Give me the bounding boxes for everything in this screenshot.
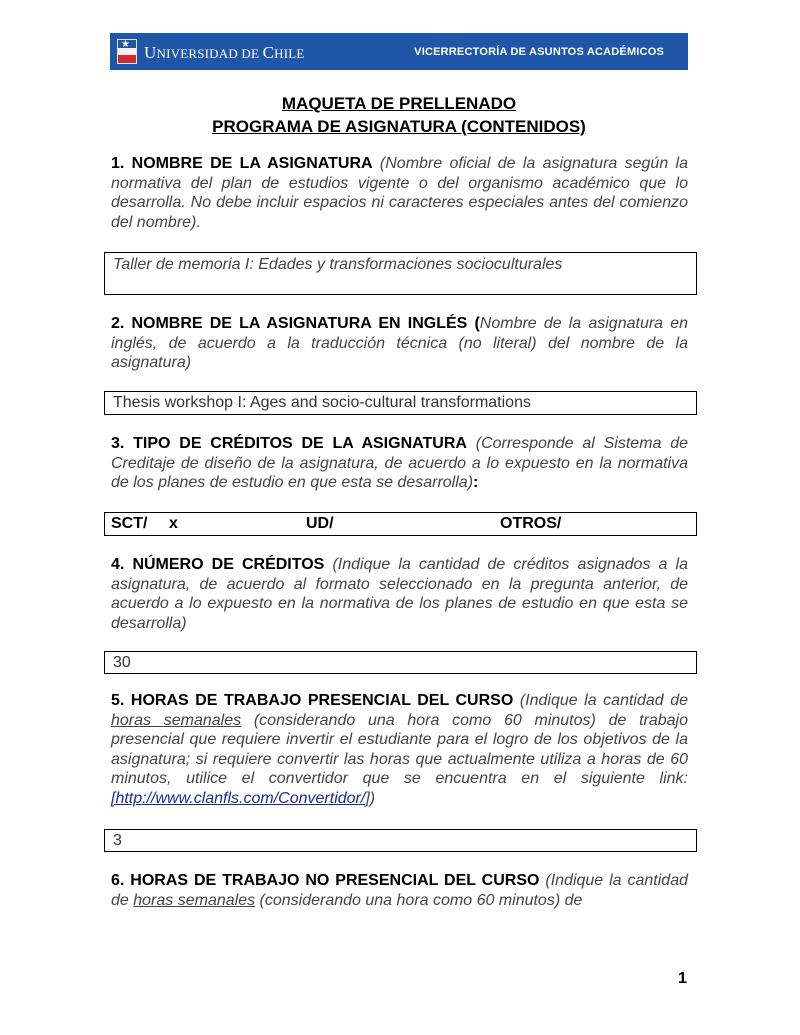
- section-3-description: Sistema de Creditaje de diseño de la asignatura, de acuerdo a lo expuesto en la normativa de los planes de estudio en que esta se desarrolla): [111, 435, 689, 492]
- doc-title-line1: MAQUETA DE PRELLENADO: [281, 94, 517, 113]
- credit-type-ud: UD/: [306, 515, 334, 532]
- section-5: 5. HORAS DE TRABAJO PRESENCIAL DEL CURSO (Indique la cantidad de horas semanales (considerando una hora como 60 minutos) de trabajo presencial que requiere invertir el estudiante para el logro de los objetivos de la asignatura; si requiere convertir las horas que actualmente utiliza a horas de 60 minutos, utilice el convertidor que se encuentra en el siguiente link: [http://www.clanfls.com/Convertidor/]): [111, 692, 689, 807]
- section-6: 6. HORAS DE TRABAJO NO PRESENCIAL DEL CURSO (Indique la cantidad de horas semanales (considerando una hora como 60 minutos) de: [111, 872, 688, 909]
- section-6-description: (considerando una hora como 60 minutos) de: [255, 891, 583, 909]
- section-6-weekly-hours: horas semanales: [133, 891, 256, 909]
- section-1-answer: Taller de memoria I: Edades y transformaciones socioculturales: [113, 256, 563, 273]
- section-5-weekly-hours: horas semanales: [111, 711, 242, 729]
- doc-title-line2: PROGRAMA DE ASIGNATURA (CONTENIDOS): [212, 117, 586, 136]
- page-number: 1: [678, 970, 687, 987]
- credit-type-sct-mark: x: [169, 515, 178, 532]
- section-4-description: (Indique la cantidad de créditos asignados a la asignatura, de acuerdo al formato seleccionado en la pregunta anterior, de acuerdo a lo expuesto en la normativa de los planes de estudio en que esta se desarrolla): [111, 556, 688, 632]
- section-5-answer: 3: [113, 832, 122, 849]
- section-3-heading: 3. TIPO DE CRÉDITOS DE LA ASIGNATURA: [111, 435, 467, 452]
- converter-link[interactable]: http://www.clanfls.com/Convertidor/: [115, 789, 366, 807]
- section-1-heading: 1. NOMBRE DE LA ASIGNATURA: [111, 155, 373, 172]
- section-3: 3. TIPO DE CRÉDITOS DE LA ASIGNATURA (Corresponde al Sistema de Creditaje de diseño de la asignatura, de acuerdo a lo expuesto en la normativa de los planes de estudio en que esta se desarrolla):: [111, 435, 689, 492]
- section-3-description-italic: (Corresponde al: [466, 435, 595, 452]
- department-name: VICERRECTORÍA DE ASUNTOS ACADÉMICOS: [414, 46, 664, 58]
- section-1-description: (Nombre oficial de la asignatura según la normativa del plan de estudios vigente o del organismo académico que lo desarrolla. No debe incluir espacios ni caracteres especiales antes del comienzo del nombre).: [111, 155, 689, 231]
- section-4-heading: 4. NÚMERO DE CRÉDITOS: [111, 556, 325, 573]
- section-4-answer: 30: [113, 654, 131, 671]
- university-name: UNIVERSIDAD DE CHILE: [144, 43, 305, 62]
- header-banner: [110, 33, 688, 70]
- section-2-answer: Thesis workshop I: Ages and socio-cultural transformations: [113, 394, 531, 411]
- star-icon: ★: [121, 39, 130, 50]
- section-2-description: Nombre de la asignatura en inglés, de acuerdo a la traducción técnica (no literal) del nombre de la asignatura): [111, 315, 688, 372]
- credit-type-sct: SCT/: [111, 515, 148, 532]
- section-2: 2. NOMBRE DE LA ASIGNATURA EN INGLÉS (Nombre de la asignatura en inglés, de acuerdo a la traducción técnica (no literal) del nombre de la asignatura): [111, 315, 688, 372]
- section-5-heading: 5. HORAS DE TRABAJO PRESENCIAL DEL CURSO: [111, 692, 514, 709]
- section-4: [111, 555, 688, 633]
- section-2-heading: 2. NOMBRE DE LA ASIGNATURA EN INGLÉS: [111, 315, 468, 332]
- section-1: [111, 154, 688, 232]
- credit-type-row: [104, 512, 697, 536]
- university-crest-icon: [117, 39, 137, 64]
- section-1-answer-box: [104, 252, 697, 295]
- section-4-answer-box: [104, 651, 697, 674]
- section-6-heading: 6. HORAS DE TRABAJO NO PRESENCIAL DEL CURSO: [111, 872, 540, 889]
- section-5-description: (considerando una hora como 60 minutos) de trabajo presencial que requiere invertir el estudiante para el logro de los objetivos de la asignatura; si requiere convertir las horas que actualmente utiliza a horas de 60 minutos, utilice el convertidor que se encuentra en el siguiente link:: [111, 711, 689, 788]
- credit-type-otros: OTROS/: [500, 515, 562, 532]
- section-2-answer-box: [104, 391, 697, 415]
- section-5-answer-box: [104, 829, 697, 852]
